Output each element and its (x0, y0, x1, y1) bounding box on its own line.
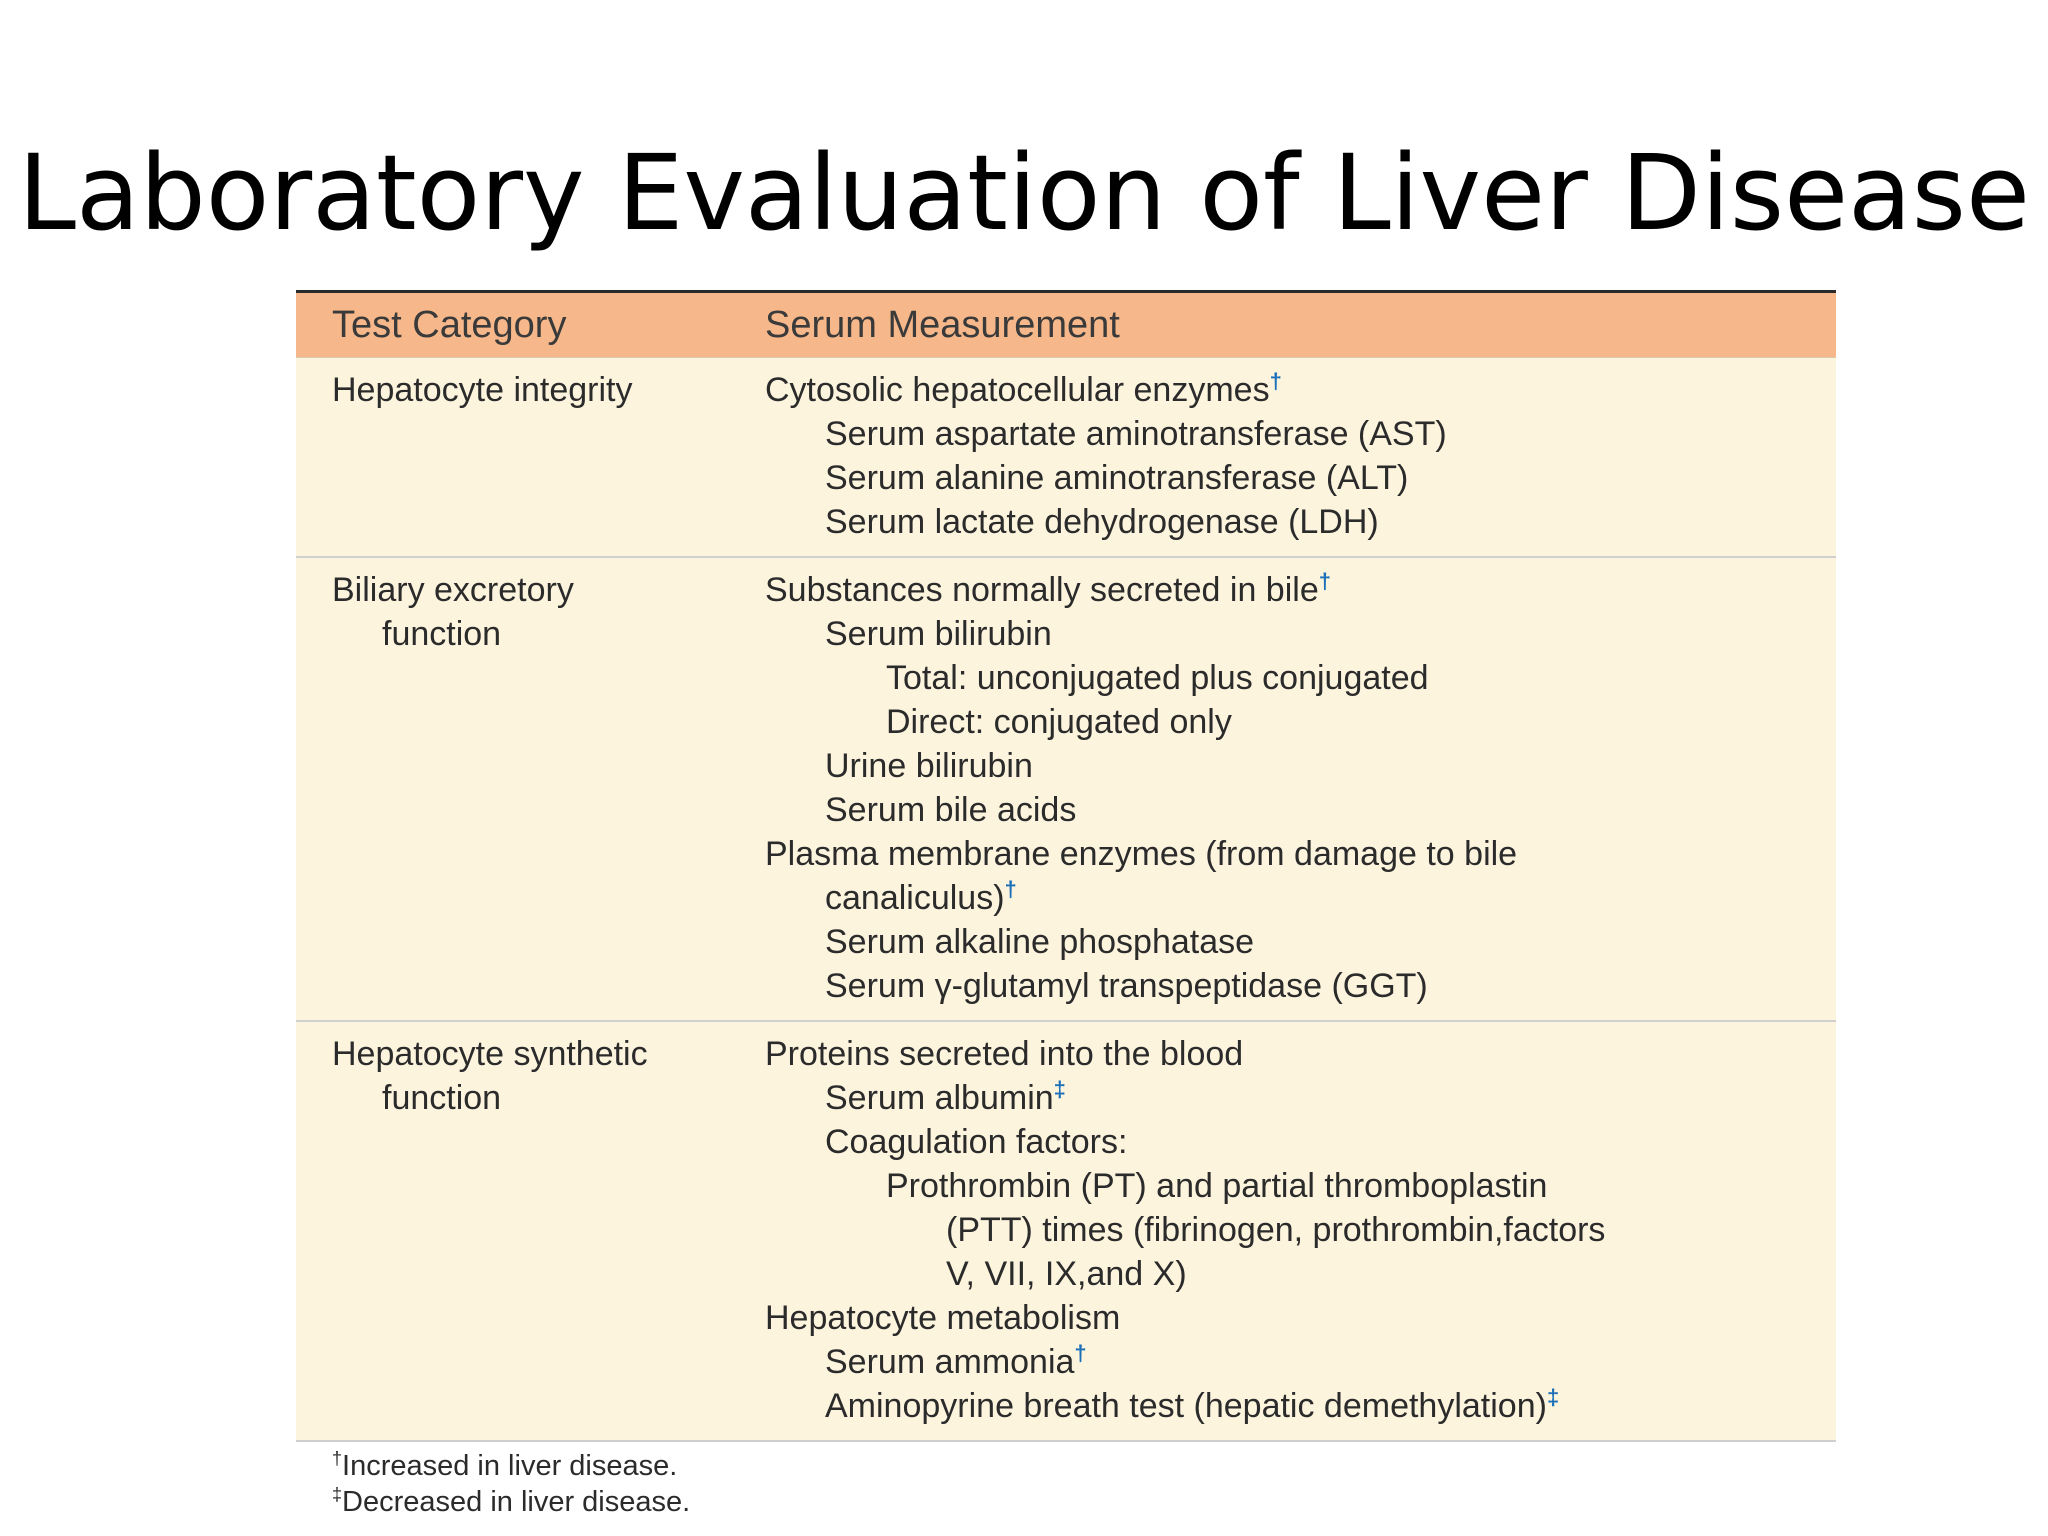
test-category-cell (296, 558, 765, 1020)
measurement-text: Serum alkaline phosphatase (825, 923, 1255, 961)
measurement-line (765, 1384, 1836, 1428)
measurement-text: Serum γ-glutamyl transpeptidase (GGT) (825, 967, 1428, 1005)
measurement-text: Serum alanine aminotransferase (ALT) (825, 459, 1409, 497)
measurement-line (765, 500, 1836, 544)
measurement-text: V, VII, IX,and X) (946, 1255, 1187, 1293)
serum-measurement-cell (765, 558, 1836, 1020)
measurement-line (765, 788, 1836, 832)
measurement-line (765, 368, 1836, 412)
header-test-category: Test Category (332, 303, 567, 346)
test-category-cell (296, 358, 765, 556)
measurement-line (765, 964, 1836, 1008)
footnote-marker: † (1318, 568, 1331, 594)
measurement-text: Urine bilirubin (825, 747, 1033, 785)
footnote-marker: † (1269, 368, 1282, 394)
measurement-text: Serum ammonia (825, 1343, 1075, 1381)
footnote (332, 1448, 1836, 1484)
slide-title: Laboratory Evaluation of Liver Disease (18, 132, 2030, 254)
table-row (296, 358, 1836, 558)
measurement-line (765, 1076, 1836, 1120)
measurement-text: Cytosolic hepatocellular enzymes (765, 371, 1270, 409)
measurement-text: Serum lactate dehydrogenase (LDH) (825, 503, 1379, 541)
measurement-line (765, 1296, 1836, 1340)
footnote (332, 1484, 1836, 1520)
measurement-text: (PTT) times (fibrinogen, prothrombin,factors (946, 1211, 1606, 1249)
measurement-text: Total: unconjugated plus conjugated (886, 659, 1429, 697)
footnote-symbol: ‡ (332, 1484, 343, 1505)
measurement-line (765, 832, 1836, 876)
measurement-text: Substances normally secreted in bile (765, 571, 1319, 609)
measurement-line (765, 744, 1836, 788)
measurement-line (765, 1120, 1836, 1164)
measurement-line (765, 876, 1836, 920)
measurement-line (765, 412, 1836, 456)
test-category-text: Hepatocyte synthetic (332, 1035, 648, 1073)
measurement-text: Serum aspartate aminotransferase (AST) (825, 415, 1447, 453)
measurement-text: Direct: conjugated only (886, 703, 1232, 741)
footnote-marker: ‡ (1053, 1076, 1066, 1102)
table-header (296, 293, 1836, 358)
footnote-marker: † (1074, 1340, 1087, 1366)
measurement-text: Aminopyrine breath test (hepatic demethylation) (825, 1387, 1547, 1425)
measurement-line (765, 920, 1836, 964)
measurement-text: Hepatocyte metabolism (765, 1299, 1121, 1337)
serum-measurement-cell (765, 1022, 1836, 1440)
measurement-text: Proteins secreted into the blood (765, 1035, 1244, 1073)
test-category-text: function (382, 1079, 502, 1117)
serum-measurement-cell (765, 358, 1836, 556)
test-category-text: Biliary excretory (332, 571, 574, 609)
measurement-line (765, 1208, 1836, 1252)
footnote-marker: ‡ (1546, 1384, 1560, 1410)
measurement-line (765, 656, 1836, 700)
measurement-line (765, 456, 1836, 500)
measurement-text: Serum albumin (825, 1079, 1054, 1117)
table-body (296, 358, 1836, 1442)
test-category-text: function (382, 615, 502, 653)
footnote-text: Decreased in liver disease. (342, 1486, 691, 1518)
liver-tests-table (296, 290, 1836, 1520)
header-serum-measurement: Serum Measurement (765, 303, 1120, 346)
measurement-line (765, 1340, 1836, 1384)
measurement-line (765, 700, 1836, 744)
measurement-line (765, 1164, 1836, 1208)
table-footnotes (296, 1442, 1836, 1520)
measurement-text: Prothrombin (PT) and partial thromboplastin (886, 1167, 1548, 1205)
measurement-text: canaliculus) (825, 879, 1005, 917)
test-category-text: Hepatocyte integrity (332, 371, 633, 409)
table-row (296, 558, 1836, 1022)
table-row (296, 1022, 1836, 1442)
measurement-text: Plasma membrane enzymes (from damage to bile (765, 835, 1518, 873)
measurement-text: Serum bilirubin (825, 615, 1052, 653)
measurement-text: Coagulation factors: (825, 1123, 1128, 1161)
measurement-line (765, 612, 1836, 656)
footnote-symbol: † (332, 1448, 343, 1469)
measurement-line (765, 1252, 1836, 1296)
measurement-text: Serum bile acids (825, 791, 1077, 829)
test-category-cell (296, 1022, 765, 1440)
measurement-line (765, 1032, 1836, 1076)
footnote-marker: † (1004, 876, 1017, 902)
footnote-text: Increased in liver disease. (342, 1450, 678, 1482)
measurement-line (765, 568, 1836, 612)
